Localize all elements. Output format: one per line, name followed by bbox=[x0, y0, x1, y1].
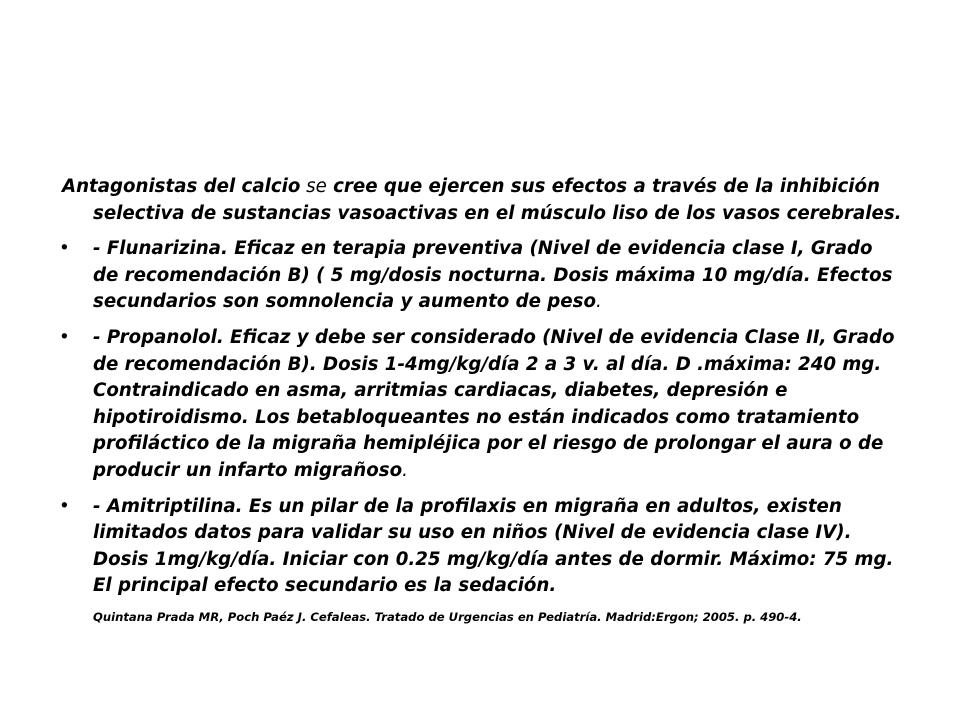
bullet-tail-text: . bbox=[402, 459, 408, 481]
bullet-item-amitriptilina bbox=[59, 494, 902, 600]
intro-paragraph bbox=[62, 174, 902, 227]
bullet-main-text: - Amitriptilina. Es un pilar de la profilaxis en migraña en adultos, existen limitados datos para validar su uso en niños (Nivel de evidencia clase IV). Dosis 1mg/kg/día. Iniciar con 0.25 mg/kg/día antes de dormir. Máximo: 75 mg. El principal efecto secundario es la sedación. bbox=[93, 495, 894, 597]
bullet-list bbox=[59, 236, 902, 600]
bullet-item-propanolol bbox=[59, 325, 902, 485]
bullet-item-flunarizina bbox=[59, 236, 902, 316]
citation: Quintana Prada MR, Poch Paéz J. Cefaleas. Tratado de Urgencias en Pediatría. Madrid:Ergon; 2005. p. 490-4. bbox=[93, 609, 802, 624]
bullet-main-text: - Propanolol. Eficaz y debe ser considerado (Nivel de evidencia Clase II, Grado de recomendación B). Dosis 1-4mg/kg/día 2 a 3 v. al día. D .máxima: 240 mg. Contraindicado en asma, arritmias cardiacas, diabetes, depresión e hipotiroidismo. Los betabloqueantes no están indicados como tratamiento profiláctico de la migraña hemipléjica por el riesgo de prolongar el aura o de producir un infarto migrañoso bbox=[93, 326, 895, 481]
bullet-text bbox=[93, 496, 893, 597]
intro-rest: cree que ejercen sus efectos a través de la inhibición selectiva de sustancias vasoactivas en el músculo liso de los vasos cerebrales. bbox=[93, 176, 902, 224]
bullet-dot-icon: • bbox=[59, 495, 70, 517]
bullet-main-text: - Flunarizina. Eficaz en terapia preventiva (Nivel de evidencia clase I, Grado de recomendación B) ( 5 mg/dosis nocturna. Dosis máxima 10 mg/día. Efectos secundarios son somnolencia y aumento de peso bbox=[93, 238, 893, 313]
bullet-text bbox=[93, 238, 892, 312]
bullet-dot-icon: • bbox=[59, 326, 70, 348]
intro-bold-lead: Antagonistas del calcio bbox=[62, 176, 301, 197]
bullet-dot-icon: • bbox=[59, 238, 70, 260]
intro-normal-part: se bbox=[300, 176, 327, 197]
slide-content bbox=[59, 174, 902, 625]
bullet-tail-text: . bbox=[595, 291, 602, 313]
bullet-text bbox=[93, 327, 895, 481]
